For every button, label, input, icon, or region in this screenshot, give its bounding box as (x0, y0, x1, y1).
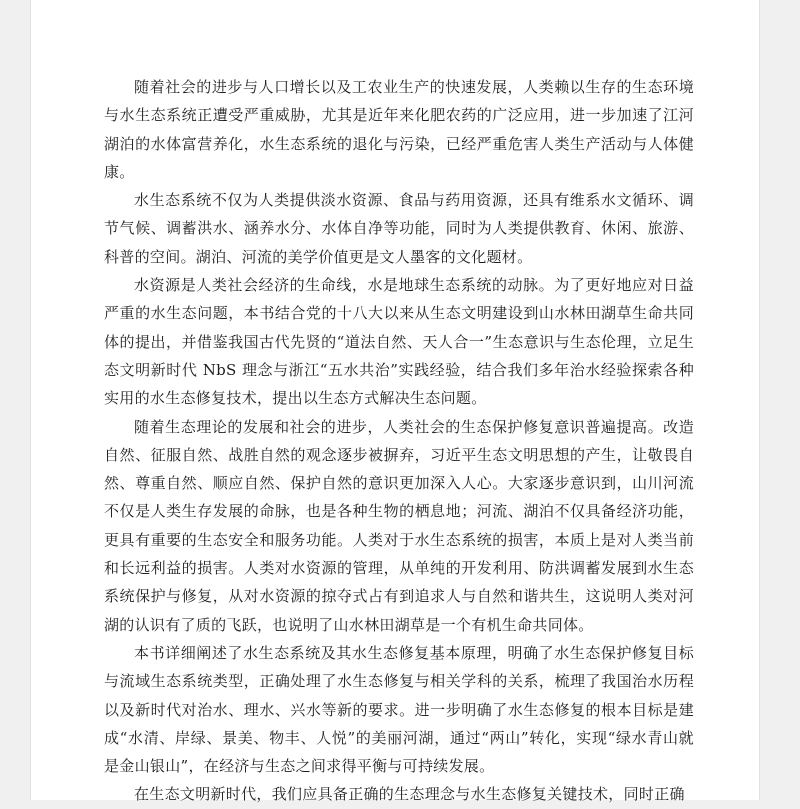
body-text (104, 73, 694, 809)
paragraph-5: 本书详细阐述了水生态系统及其水生态修复基本原理，明确了水生态保护修复目标与流域生态系统类型，正确处理了水生态修复与相关学科的关系，梳理了我国治水历程以及新时代对治水、理水、兴水等新的要求。进一步明确了水生态修复的根本目标是建成“水清、岸绿、景美、物丰、人悦”的美丽河湖，通过“两山”转化，实现“绿水青山就是金山银山”，在经济与生态之间求得平衡与可持续发展。 (104, 643, 694, 776)
paragraph-2: 水生态系统不仅为人类提供淡水资源、食品与药用资源，还具有维系水文循环、调节气候、调蓄洪水、涵养水分、水体自净等功能，同时为人类提供教育、休闲、旅游、科普的空间。湖泊、河流的美学价值更是文人墨客的文化题材。 (104, 191, 694, 266)
paragraph-3: 水资源是人类社会经济的生命线，水是地球生态系统的动脉。为了更好地应对日益严重的水生态问题，本书结合党的十八大以来从生态文明建设到山水林田湖草生命共同体的提出，并借鉴我国古代先贤的“道法自然、天人合一”生态意识与生态伦理，立足生态文明新时代 NbS 理念与浙江“五水共治”实践经验，结合我们多年治水经验探索各种实用的水生态修复技术，提出以生态方式解决生态问题。 (104, 276, 694, 408)
paragraph-4: 随着生态理论的发展和社会的进步，人类社会的生态保护修复意识普遍提高。改造自然、征服自然、战胜自然的观念逐步被摒弃，习近平生态文明思想的产生，让敬畏自然、尊重自然、顺应自然、保护自然的意识更加深入人心。大家逐步意识到，山川河流不仅是人类生存发展的命脉，也是各种生物的栖息地；河流、湖泊不仅具备经济功能，更具有重要的生态安全和服务功能。人类对于水生态系统的损害，本质上是对人类当前和长远利益的损害。人类对水资源的管理，从单纯的开发利用、防洪调蓄发展到水生态系统保护与修复，从对水资源的掠夺式占有到追求人与自然和谐共生，这说明人类对河湖的认识有了质的飞跃，也说明了山水林田湖草是一个有机生命共同体。 (104, 417, 694, 634)
paragraph-6: 在生态文明新时代，我们应具备正确的生态理念与水生态修复关键技术，同时正确 (134, 785, 685, 804)
document-page (30, 0, 760, 804)
paragraph-1: 随着社会的进步与人口增长以及工农业生产的快速发展，人类赖以生存的生态环境与水生态系统正遭受严重威胁，尤其是近年来化肥农药的广泛应用，进一步加速了江河湖泊的水体富营养化，水生态系统的退化与污染，已经严重危害人类生产活动与人体健康。 (104, 78, 694, 181)
